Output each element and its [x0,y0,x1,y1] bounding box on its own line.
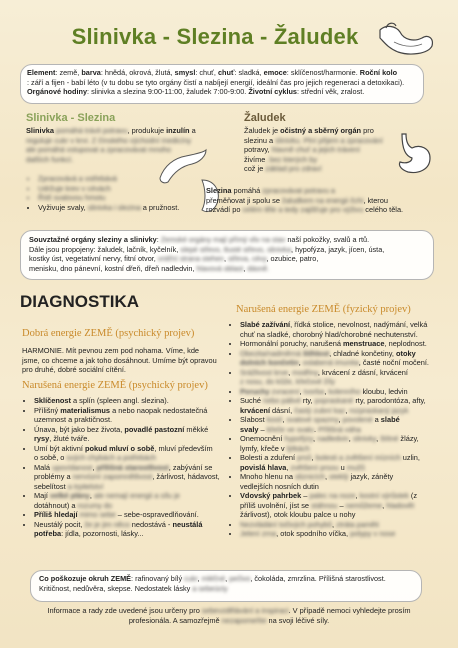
text: kostní výrůstek [359,491,409,500]
text: žaludkem na energii čchi [282,195,364,205]
list-item [240,320,452,339]
text: sliznicích [295,472,326,481]
text: inzulín [166,126,190,135]
label: Orgánové hodiny [27,87,88,97]
text: příliš uvolnění [240,500,286,510]
text: naší pokožky, svalů a rtů. [285,235,370,244]
text: stáhnou [311,500,338,510]
text: ), [267,510,274,519]
text: : střední věk, zralost. [297,87,365,97]
text: z nosu, do kůže, křečové žíly [240,377,335,386]
text: potřeba [34,529,62,538]
text: : sklíčenost/harmonie. [286,68,360,77]
text: Dále jsou propojeny: žaludek, lačník, kyčelník, [29,244,181,254]
text: krvácení [240,405,270,415]
text: – [337,500,346,510]
text: , [298,358,303,367]
text: , čokoláda, zmrzlina. Přílišná starostlivost. [250,574,386,583]
list-item [240,339,452,349]
list-item [38,203,208,213]
text: Obezita/nadměrná [240,348,303,358]
text: povislá hlava [240,462,287,472]
text: (z [408,491,418,500]
label: Souvztažné orgány sleziny a slinivky [29,235,157,244]
text: Příliš hledají [34,510,80,519]
text: Kritičnost, nedůvěra, skepse. Nedostatek lásky [39,583,193,593]
text: zvětšení prsou [290,462,339,472]
text: rozvádí po [206,205,243,214]
text: Sklíčenost [34,396,71,405]
text: – sebe-ospravedlňování. [115,510,199,519]
text: , [325,472,330,481]
text: slezinu a [244,135,276,145]
text: , produkuje [127,126,167,135]
text: svých chybách a potřebách [66,453,157,462]
text: a pružnost. [140,202,180,212]
text: a [372,415,381,424]
text: nadledvin [317,434,349,443]
text: rozumy do [77,500,113,510]
disclaimer [20,606,438,625]
text: dolních končetin [240,358,299,367]
text: , ozubice, patro, [266,254,319,264]
text: Přílišný [34,405,61,415]
text: hypofýzy [284,434,313,443]
list-item: • Udržuje krev v cévách [38,184,208,194]
stomach-organ-icon [376,20,438,58]
list-item [34,510,230,520]
text: , [332,519,337,529]
text: menstruace [342,339,385,348]
text: Malá [34,462,53,472]
label: emoce [263,68,287,77]
text: ve svalu [286,424,314,434]
text: , [288,367,293,377]
text: svaly [240,424,259,434]
text: . [313,424,319,434]
text: střeva, cévy [228,254,267,264]
text: problémy a [34,472,73,481]
text: uzlin, [400,453,420,462]
text: přílišná starostlivost [96,462,169,472]
list-item [240,396,452,415]
list-item [240,387,452,397]
text: základ pro zdraví [265,164,322,173]
text: , [197,574,202,583]
text: na svoji léčivé síly. [266,615,330,625]
text: Jelení zrna [240,529,277,538]
text: palec na noze [309,491,356,500]
label: smysl [174,68,196,77]
text: a trpitelství [67,481,104,491]
text: oteklý [329,472,349,481]
text: modřiny [292,367,318,377]
text: : jídla, pozornosti, lásky... [61,529,144,538]
list-item [240,453,452,472]
text: – [301,491,310,500]
text: přeměňovat ji spolu se [206,195,282,205]
text: parodontóza, afty, [367,396,426,405]
text: , [382,500,387,510]
text: , hypofýza, jazyk, jícen, ústa, [291,244,385,254]
text: rysy [34,434,50,443]
text: , krvácení z dásní, krvácení [317,367,408,377]
text: slepé střevo, tlusté střevo, slinivka [180,244,292,254]
text: štítné [380,434,399,443]
text: pečivo [229,574,251,583]
text: což je [244,164,266,173]
text: hlavně chuť a jejich trávení [271,145,361,154]
text: , [313,434,318,443]
bad-psychic-list [22,396,230,539]
harmful-factors-box [30,570,422,602]
text: pro druhé, dobré sociální cítění. [22,365,126,374]
text: Slabé zažívání [240,320,291,329]
text: Informace a rady zde uvedené jsou určeny pro [47,606,202,615]
text: : sladká, [234,68,264,77]
diagnostics-heading: DIAGNOSTIKA [20,292,139,311]
list-item: • Zpracovává a vstřebává [38,174,208,184]
label: Roční kolo [359,68,398,77]
associated-organs-box [20,230,434,280]
text: žlázy, [398,434,419,443]
text: a sebeúcty [192,583,228,593]
text: Vdovský pahrbek [240,491,302,500]
stomach-heading: Žaludek [244,112,286,124]
text: profesionála. A samozřejmě [128,615,222,625]
text: popraskané [314,396,354,405]
text: o sobě, o [34,453,67,462]
stomach-small-icon [392,132,434,176]
text: , kterou [363,195,388,205]
text: Přílišná váha [318,424,361,434]
text: ale nemají energii a sílu je [93,491,180,500]
text: rozpraskaný jazyk [349,405,409,415]
list-item [240,415,452,434]
text: HARMONIE. Mít pevnou zem pod nohama. Víme, kde [22,346,200,355]
list-item [240,368,452,387]
text: Suché [240,396,264,405]
text: : chuť, [195,68,218,77]
text: menisku, dno pánevní, kostní dřeň, dřeň nadledvin [29,263,193,273]
label: chuť [217,68,235,77]
text: křeče [266,424,287,434]
text: Slezina [206,186,232,195]
text: mléčné [201,574,226,583]
list-item [240,472,452,491]
text: , [192,263,197,273]
text: jazyk, záněty [348,472,394,481]
text: , řídká stolice, nevolnost, nadýmání, velká [290,320,428,329]
text: kostí [266,415,283,424]
annual-cycle-text: : září a fijen - babí léto (v tu dobu se tyto orgány čistí a nabíjejí energií, ideální čas pro jejich regeneraci a detoxikaci). [27,77,405,87]
text: a nebo naopak nedostatečná [110,405,208,415]
text: , [311,453,316,462]
bad-psychic-heading: Narušená energie ZEMĚ (psychický projev) [22,380,208,391]
text: že je jim něco [84,519,130,529]
text: Nezvládání [240,519,280,529]
text: ale pomáhá vstupovat a zpracovávat mnoho [26,145,172,154]
list-item [34,520,230,539]
text: mimo sebe [79,510,116,519]
list-item [34,491,230,510]
text: neustálá [172,519,203,529]
good-energy-heading: Dobrá energie ZEMĚ (psychický projev) [22,328,195,339]
list-item [34,396,230,406]
text: Srážlivost krve [240,367,289,377]
text: slinivky [352,434,377,443]
label: Co poškozuje okruh ZEMĚ [39,574,132,583]
text: , časté noční močení. [358,358,429,367]
text: Onemocnění [240,434,285,443]
text: cukr [184,574,198,583]
page-title: Slinivka - Slezina - Žaludek [71,24,359,49]
text: jsme, co chceme a jak toho dosáhnout. Umíme být opravou [22,355,217,365]
text: a [189,126,196,135]
text: , otok spodního víčka, [276,529,351,538]
text: slinivka i slezina [87,202,141,212]
text: zpracovávat potravu a [262,186,336,195]
text: kolenního [328,386,361,396]
text: , [286,462,291,472]
text: otok kloubu palce u nohy [273,510,356,519]
text: velké plány [50,491,90,500]
text: – [258,424,267,434]
text: Slinivka [26,126,54,135]
text: nezapomeňte [221,615,267,625]
text: nedostává - [129,519,173,529]
list-item [34,444,230,463]
text: , [324,386,329,396]
label: Životní cyklus [248,87,297,97]
text: , zabývání se [168,462,213,472]
text: dásně. [247,263,270,273]
text: : slinivka a slezina 9:00-11:00, žaludek 7:00-9:00. [87,87,249,97]
text: povadlé pastozní [124,424,185,434]
text: dotáhnout [34,500,67,510]
text: zvracení [271,386,300,396]
text: , [282,415,287,424]
text: , jíst se [285,500,312,510]
text: štíhlost [302,348,330,358]
text: mužů [346,462,365,472]
text: u [338,462,347,472]
text: slabé [380,415,400,424]
text: otoky [395,348,416,358]
text: oslabená imunita [302,358,359,367]
bad-physical-heading: Narušená energie ZEMĚ (fyzický projev) [236,304,411,315]
list-item [34,463,230,492]
text: Neustálý pocit, [34,519,85,529]
text: slinivku. Plní přijem a zpracování [275,135,383,145]
text: Únava, být jako bez života, [34,424,125,434]
text: , [345,405,350,415]
text: , [376,434,381,443]
text: měkké [184,424,209,434]
text: , chladné končetiny, [329,348,396,358]
text: povolené [342,415,373,424]
text: dalších funkcí. [26,154,74,164]
text: . V případě nemoci vyhledejte prosím [288,606,411,615]
text: lymfy, křeče v [240,443,287,453]
list-item [240,520,452,530]
text: prsů [297,453,312,462]
text: celém těle a tedy zajišťuje pro výživu [242,205,364,214]
text: Bolesti a zduření [240,453,298,462]
text: nervózní zapomnětlivost [72,472,153,481]
list-item [240,349,452,368]
text: Žaludek je [244,126,281,135]
text: točivých pohybů [279,519,333,529]
label: barva [81,68,101,77]
text: , mluví především [154,443,213,453]
text: , [299,386,304,396]
text: , [355,491,360,500]
text: : rafinovaný bílý [131,574,185,583]
text: , [348,434,353,443]
text: materialismus [60,405,111,415]
text: ztráta paměti [336,519,379,529]
text: ) a [66,500,78,510]
text: reguluje cukr v krvi. Z čínského východní medicíny [26,135,192,145]
text: svalové spazmy [286,415,339,424]
text: : [156,235,161,244]
text: rty, [353,396,368,405]
text: lýtkách [286,443,310,453]
text: chuť na sladké, chorobný hlad/chorobné nechutenství. [240,329,418,339]
good-energy-text [22,346,222,375]
text: Poruchy [240,386,272,396]
text: Mnoho hlenu na [240,472,296,481]
text: sebelítost [34,481,68,491]
text: Umí být aktivní [34,443,85,453]
text: polypy v nose [350,529,396,538]
text: , [223,254,229,264]
list-item [34,406,230,425]
text: očistný a sběrný orgán [280,126,362,135]
text: sebevzdělávání a inspiraci [201,606,289,615]
text: : země, [55,68,82,77]
text: dásní, [270,405,295,415]
text: častý zubní kaz [294,405,346,415]
text: bolesti a zvětšení mízních [315,453,401,462]
intro-box [20,64,424,104]
element-label: Element [27,68,56,77]
text: pokud mluví o sobě [84,443,155,453]
text: potravy, [244,145,272,154]
stomach-description [244,126,394,174]
text: , neplodnost. [384,339,427,348]
text: pomáhá trávit potravu [56,126,128,135]
text: , [89,491,94,500]
text: vnitřní strana stehen [157,254,224,264]
text: , [225,574,230,583]
text: , [243,263,248,273]
text: Hormonální poruchy, narušená [240,339,343,348]
text: rty, [300,396,315,405]
text: živíme [244,154,266,164]
text: Slabost [240,415,267,424]
text: tvorba [303,386,325,396]
text: kloubu, ledvin [360,386,408,396]
text: a splín (spleen angl. slezina). [70,396,169,405]
text: Vyživuje svaly, [38,202,88,212]
text: nemůžeme [345,500,383,510]
list-item [240,491,452,520]
list-item [240,529,452,539]
list-item [240,434,452,453]
text: , [92,462,97,472]
text: upovídanost [52,462,93,472]
text: , žluté tváře. [49,434,90,443]
text: pro [361,126,374,135]
list-item: • Řídí svalovou hmotu [38,193,208,203]
text: , [338,415,343,424]
text: vedlejších nosních dutin [240,481,319,491]
text: Zemské orgány mají přímý vliv na stav [160,235,286,244]
text: , žárlivost, hádavost, [152,472,220,481]
text: žárlivost [240,510,268,519]
text: , bez kterých by [265,154,318,164]
list-item [34,425,230,444]
text: Mají [34,491,51,500]
pancreas-spleen-heading: Slinivka - Slezina [26,112,116,124]
text: hladovět [386,500,415,510]
spleen-description [206,186,432,215]
bad-physical-list [228,320,452,539]
text: : hnědá, okrová, žlutá, [100,68,175,77]
text: uzemnost a praktičnost. [34,415,113,424]
text: nebo pálivé [263,396,301,405]
text: hlavová oblast [196,263,244,273]
text: kostky úst, vegetativní nervy, fitní otvor, [29,254,158,264]
text: celého těla. [363,205,404,214]
text: pomáhá [231,186,263,195]
